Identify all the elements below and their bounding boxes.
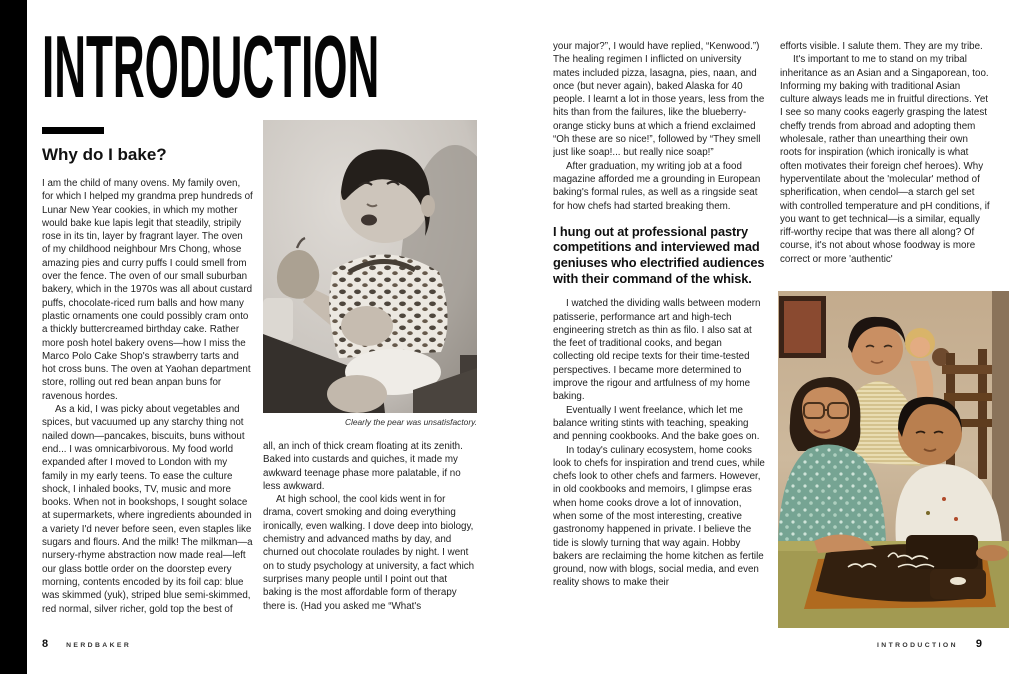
column-text-before-quote (553, 40, 765, 213)
photo-caption: Clearly the pear was unsatisfactory. (344, 417, 477, 427)
chapter-title: INTRODUCTION (42, 17, 380, 116)
right-footer (877, 638, 982, 650)
birthday-cake-family-photo (778, 291, 1009, 628)
chapter-title-footer: INTRODUCTION (876, 642, 958, 649)
paragraph: As a kid, I was picky about vegetables and spices, but vacuumed up any starchy thing not nailed down—pancakes, biscuits, buns without end... I was omnicarbivorous. My food world expanded after I moved to London with my family in my early teens. To ease the culture shock, I inhaled books, TV, music and more books. When not in bookshops, I sought solace at supermarkets, where ingredients abounded in a variety I'd never before seen, even staples like sugars and flours. And the milk! The milkman—a nursery-rhyme abstraction now made real—left our glass bottle order on the doorstep every morning, contents encoded by its foil cap: blue was skimmed (yuk), striped blue semi-skimmed, red normal, silver richer, gold top the best of (42, 404, 253, 615)
left-footer (42, 638, 131, 650)
left-page-column-2 (263, 440, 477, 636)
page-edge-strip (0, 0, 27, 674)
paragraph: It's important to me to stand on my tribal inheritance as an Asian and a Singaporean, too. Informing my baking with traditional Asian culture always leads me in fruitful directions. Yet I see so many cooks eagerly grasping the latest cheffy trends from abroad and adopting them wholesale, rather than unearthing their own roots for inspiration (which ironically is what often motivates their foreign chef heroes). Why hyperventilate about the 'molecular' method of spherification, when cendol—a starch gel set with controlled temperature and pH conditions, if you want to get technical—is a similar, equally riff-worthy recipe that was there all along? Of course, it's not about whose foodway is more correct or more 'authentic' (780, 54, 990, 265)
left-page-column-1 (42, 177, 253, 634)
baby-with-pear-photo (263, 120, 477, 413)
right-page-number: 9 (975, 638, 982, 650)
paragraph: Eventually I went freelance, which let me balance writing stints with teaching, speaking and penning cookbooks. And the bake goes on. (553, 404, 760, 443)
paragraph: After graduation, my writing job at a food magazine afforded me a grounding in European baking's formal rules, as well as a ringside seat for how chefs had started breaking them. (553, 160, 761, 212)
paragraph: I watched the dividing walls between modern patisserie, performance art and high-tech engineering stretch as thin as filo. I also sat at the feet of traditional cooks, and began collecting old recipe texts for their time-tested perspectives. I became more determined to improve the rigour and artfulness of my home baking. (553, 298, 761, 403)
left-page-number: 8 (42, 638, 49, 650)
paragraph: your major?”, I would have replied, “Kenwood.”) The healing regimen I inflicted on university mates included pizza, lasagna, pies, naan, and once (but never again), baked Alaska for 40 people. I learnt a lot in those years, less from the hits than from the failures, like the blueberry-orange sticky buns at which a friend exclaimed “Oh these are so nice!”, followed by “They smell just like soap!... but really nice soap!” (553, 41, 765, 159)
section-rule-bar (42, 127, 104, 134)
column-text-after-quote (553, 297, 765, 590)
paragraph: all, an inch of thick cream floating at its zenith. Baked into custards and quiches, it made my awkward teenage phase more palatable, if no less awkward. (263, 441, 463, 492)
paragraph: At high school, the cool kids went in for drama, covert smoking and doing everything ironically, even walking. I dove deep into biology, chemistry and advanced maths by day, and churned out chocolate roulades by night. I went on to study psychology at university, a fact which surprises many people until I point out that baking is the most affordable form of therapy there is. (Had you asked me “What's (263, 494, 475, 612)
pull-quote: I hung out at professional pastry competitions and interviewed mad geniuses who electrified audiences with their command of the whisk. (553, 223, 765, 286)
paragraph: efforts visible. I salute them. They are my tribe. (780, 41, 983, 52)
paragraph: In today's culinary ecosystem, home cooks look to chefs for inspiration and trend cues, while chefs look to other chefs and farmers. However, in old cookbooks and memoirs, I glimpse eras when home cooks drove a lot of innovation, when some of the most interesting, creative gastronomy happened in private. I believe the tide is slowly turning that way again. Hobby bakers are reclaiming the home kitchen as fertile ground, now with blogs, social media, and even reality shows to make their (553, 444, 765, 589)
section-heading: Why do I bake? (42, 145, 167, 164)
paragraph: I am the child of many ovens. My family oven, for which I helped my grandma prep hundreds of Lunar New Year cookies, in which my mother would bake kue lapis legit that steadily, stripily rose in its tin, layer by fragrant layer. The oven of my childhood neighbour Mrs Chong, whose amazing pies and curry puffs I could smell from over the fence. The oven of our small suburban bakery, which in the 1970s was all about custard puffs, chocolate-riced rum balls and how many plastic ornaments one could possibly cram onto a thickly buttercreamed birthday cake. Rather more posh hotel bakery ovens—how I miss the Marco Polo Cake Shop's strawberry tarts and hot cross buns. The oven at Yaohan department store, rolling out red bean anpan buns for ravenous hordes. (42, 178, 253, 402)
right-page-column-1 (553, 40, 765, 634)
book-title-footer: NERDBAKER (66, 642, 132, 649)
right-page-column-2 (780, 40, 992, 287)
